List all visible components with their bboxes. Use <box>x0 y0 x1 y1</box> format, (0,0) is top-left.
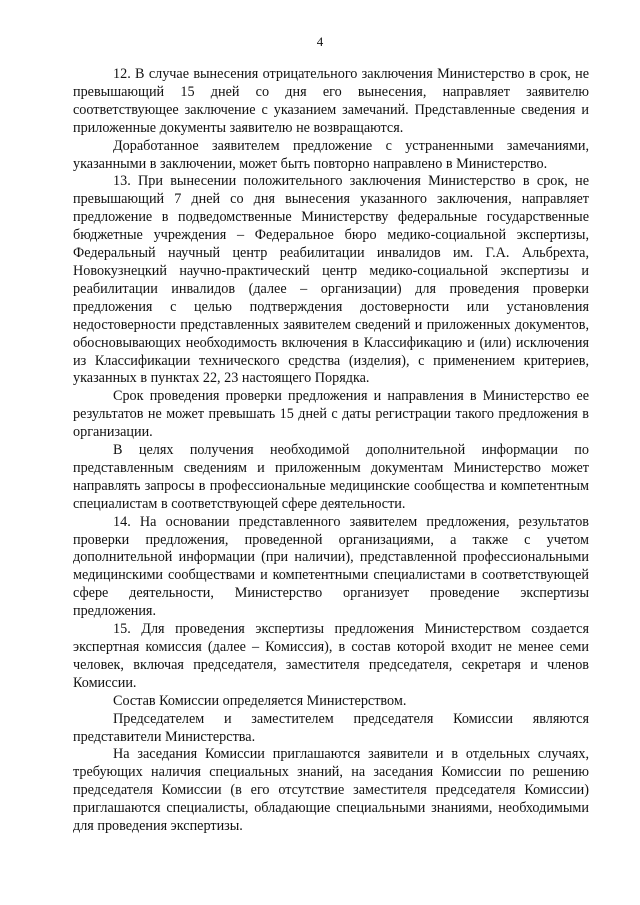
paragraph-12-resubmission: Доработанное заявителем предложение с устраненными замечаниями, указанными в заключении, может быть повторно направлено в Министерство. <box>73 137 589 172</box>
paragraph-15-composition: Состав Комиссии определяется Министерством. <box>113 692 407 709</box>
paragraph-12: 12. В случае вынесения отрицательного заключения Министерство в срок, не превышающий 15 дней со дня его вынесения, направляет заявителю соответствующее заключение с указанием замечаний. Представленные сведения и приложенные документы заявителю не возвращаются. <box>73 66 589 136</box>
paragraph-14: 14. На основании представленного заявителем предложения, результатов проверки предложения, проведенной организациями, а также с учетом дополнительной информации (при наличии), представленной профессиональными медицинскими сообществами и компетентными специалистами в соответствующей сфере деятельности, Министерство организует проведение экспертизы предложения. <box>73 513 589 620</box>
paragraph-15-invitees: На заседания Комиссии приглашаются заявители и в отдельных случаях, требующих наличия специальных знаний, на заседания Комиссии по решению председателя Комиссии (в его отсутствие заместителя председателя Комиссии) приглашаются специалисты, обладающие специальными знаниями, необходимыми для проведения экспертизы. <box>73 746 589 835</box>
paragraph-13-review-period: Срок проведения проверки предложения и направления в Министерство ее результатов не может превышать 15 дней с даты регистрации такого предложения в организации. <box>73 388 589 441</box>
paragraph-13: 13. При вынесении положительного заключения Министерство в срок, не превышающий 7 дней со дня вынесения указанного заключения, направляет предложение в подведомственные Министерству федеральные государственные бюджетные учреждения – Федеральное бюро медико-социальной экспертизы, Федеральный научный центр реабилитации инвалидов им. Г.А. Альбрехта, Новокузнецкий научно-практический центр медико-социальной экспертизы и реабилитации инвалидов (далее – организации) для проведения проверки предложения с целью подтверждения достоверности или установления недостоверности представленных заявителем сведений и приложенных документов, обосновывающих необходимость включения в Классификацию и (или) исключения из Классификации технического средства (изделия), с применением критериев, указанных в пунктах 22, 23 настоящего Порядка. <box>73 173 589 387</box>
document-body <box>73 66 589 836</box>
paragraph-13-requests: В целях получения необходимой дополнительной информации по представленным сведениям и приложенным документам Министерство может направлять запросы в профессиональные медицинские сообщества и компетентным специалистам в соответствующей сфере деятельности. <box>73 442 589 512</box>
paragraph-15: 15. Для проведения экспертизы предложения Министерством создается экспертная комиссия (далее – Комиссия), в состав которой входит не менее семи человек, включая председателя, заместителя председателя, секретаря и членов Комиссии. <box>73 621 589 691</box>
paragraph-15-chair: Председателем и заместителем председателя Комиссии являются представители Министерства. <box>73 710 589 745</box>
page-number: 4 <box>316 34 324 49</box>
